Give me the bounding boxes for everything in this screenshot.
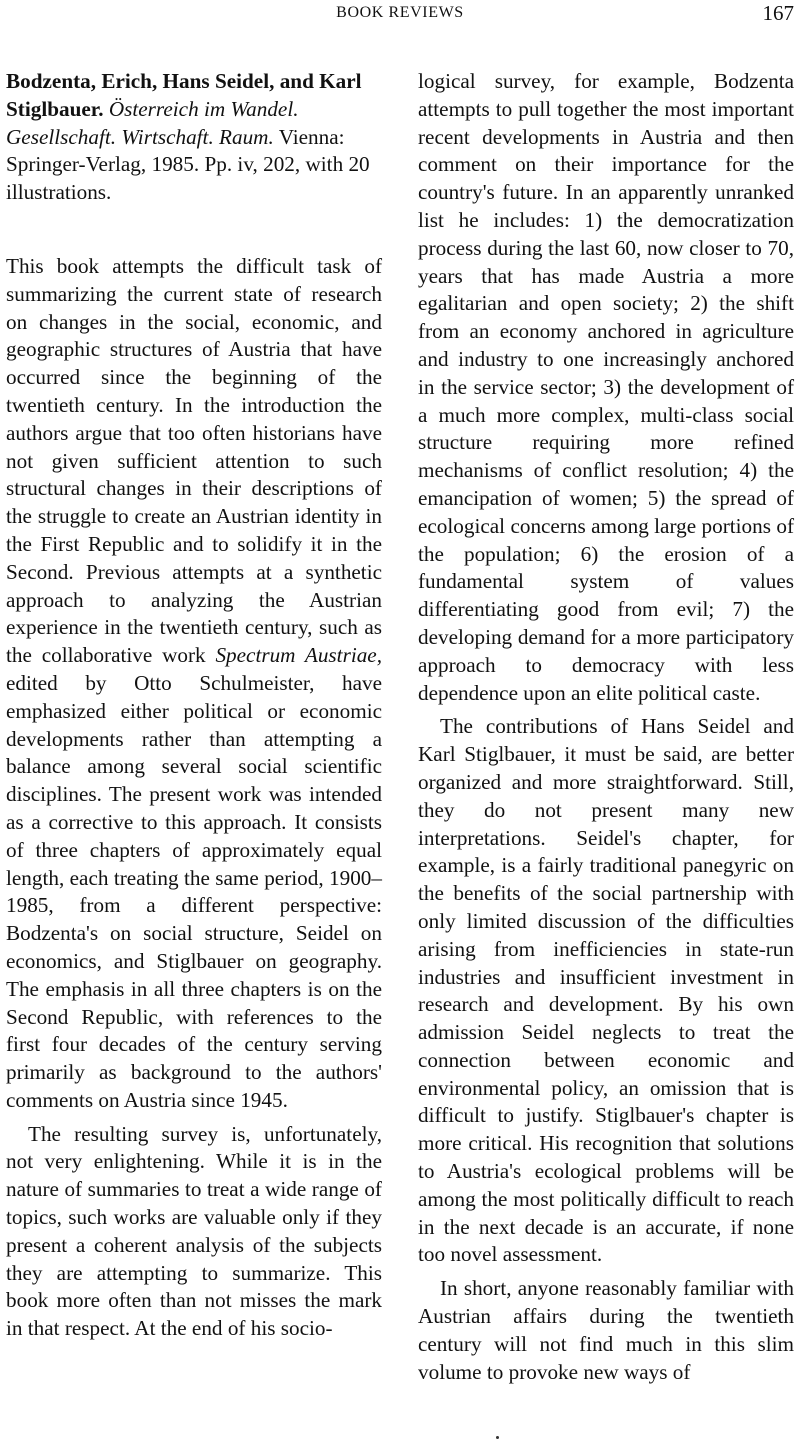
review-paragraph-4: In short, anyone reasonably familiar with Austrian affairs during the twentieth century will not find much in this slim volume to provoke new ways of <box>418 1276 794 1384</box>
right-column <box>418 68 794 1386</box>
book-citation <box>6 68 382 207</box>
review-paragraph-1 <box>6 253 382 1115</box>
review-paragraph-2-continued: logical survey, for example, Bodzenta attempts to pull together the most important recent developments in Austria and then comment on their importance for the country's future. In an apparently unranked list he includes: 1) the democratization process during the last 60, now closer to 70, years that has made Austria a more egalitarian and open society; 2) the shift from an economy anchored in agriculture and industry to one increasingly anchored in the service sector; 3) the development of a much more complex, multi-class social structure requiring more refined mechanisms of conflict resolution; 4) the emancipation of women; 5) the spread of ecological concerns among large portions of the population; 6) the erosion of a fundamental system of values differentiating good from evil; 7) the developing demand for a more participatory approach to democracy with less dependence upon an elite political caste. <box>418 69 794 705</box>
running-header <box>0 0 800 30</box>
review-paragraph-3: The contributions of Hans Seidel and Karl Stiglbauer, it must be said, are better organized and more straightforward. Still, they do not present many new interpretations. Seidel's chapter, for example, is a fairly traditional panegyric on the benefits of the social partnership with only limited discussion of the difficulties arising from inefficiencies in state-run industries and insufficient investment in research and development. By his own admission Seidel neglects to treat the connection between economic and environmental policy, an omission that is difficult to justify. Stiglbauer's chapter is more critical. His recognition that solutions to Austria's ecological problems will be among the most politically difficult to reach in the next decade is an accurate, if none too novel assessment. <box>418 714 794 1267</box>
citation-authors: Bodzenta, Erich, Hans Seidel, and Karl Stiglbauer. <box>6 69 362 121</box>
running-title: BOOK REVIEWS <box>336 4 464 21</box>
page-number: 167 <box>762 1 794 25</box>
paragraph-1-text-b: edited by Otto Schulmeister, have emphasized either political or economic developments rather than attempting a balance among several social scientific disciplines. The present work was intended as a corrective to this approach. It consists of three chapters of approximately equal length, each treating the same period, 1900–1985, from a different perspective: Bodzenta's on social structure, Seidel on economics, and Stiglbauer on geography. The emphasis in all three chapters is on the Second Republic, with references to the first four decades of the century serving primarily as background to the authors' comments on Austria since 1945. <box>6 670 382 1112</box>
review-paragraph-2: The resulting survey is, unfortunately, not very enlightening. While it is in the nature of summaries to treat a wide range of topics, such works are valuable only if they present a coherent analysis of the subjects they are attempting to summarize. This book more often than not misses the mark in that respect. At the end of his socio- <box>6 1121 382 1341</box>
citation-publication: Vienna: Springer-Verlag, 1985. Pp. iv, 202, with 20 illustrations. <box>6 124 370 205</box>
citation-title: Österreich im Wandel. Gesellschaft. Wirtschaft. Raum. <box>6 96 299 149</box>
spectrum-austriae-title: Spectrum Austriae, <box>215 643 382 668</box>
paragraph-1-text-a: This book attempts the difficult task of summarizing the current state of research on changes in the social, economic, and geographic structures of Austria that have occurred since the beginning of the twentieth century. In the introduction the authors argue that too often historians have not given sufficient attention to such structural changes in their descriptions of the struggle to create an Austrian identity in the First Republic and to solidify it in the Second. Previous attempts at a synthetic approach to analyzing the Austrian experience in the twentieth century, such as the collaborative work <box>6 253 382 668</box>
left-column <box>6 68 382 1343</box>
printer-mark-dot <box>496 1436 499 1439</box>
